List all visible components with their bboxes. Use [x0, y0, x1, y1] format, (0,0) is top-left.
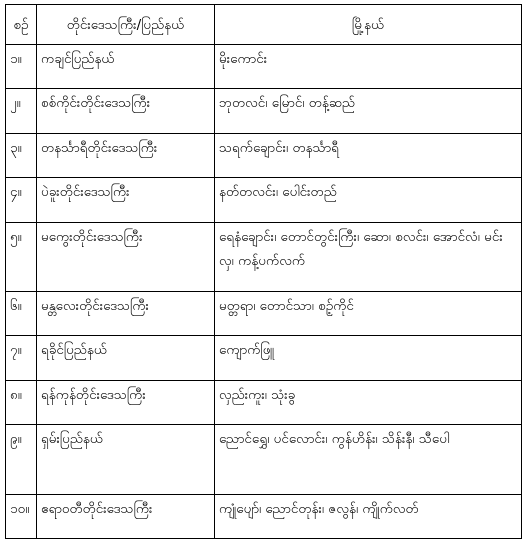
row-number: ၉။ [6, 425, 37, 494]
row-number: ၁၀။ [6, 494, 37, 539]
row-number: ၁။ [6, 45, 37, 89]
township-table [5, 4, 522, 539]
region-name: ဧရာဝတီတိုင်းဒေသကြီး [37, 494, 215, 539]
row-number: ၇။ [6, 336, 37, 380]
township-list: ကျောက်ဖြူ [215, 336, 522, 380]
row-number: ၈။ [6, 380, 37, 424]
region-name: စစ်ကိုင်းတိုင်းဒေသကြီး [37, 89, 215, 133]
table-row [6, 133, 522, 177]
table-row [6, 494, 522, 539]
township-list: လှည်းကူး၊ သုံးခွ [215, 380, 522, 424]
township-list: မတ္တရာ၊ တောင်သာ၊ စဉ့်ကိုင် [215, 291, 522, 335]
table-row [6, 291, 522, 335]
header-serial: စဉ် [6, 5, 37, 45]
region-name: မကွေးတိုင်းဒေသကြီး [37, 222, 215, 291]
table-row [6, 89, 522, 133]
region-name: တနင်္သာရီတိုင်းဒေသကြီး [37, 133, 215, 177]
row-number: ၃။ [6, 133, 37, 177]
township-list: ကျုံပျော်၊ ညောင်တုန်း၊ ဇလွန်၊ ကျိုက်လတ် [215, 494, 522, 539]
region-name: ရှမ်းပြည်နယ် [37, 425, 215, 494]
table-row [6, 336, 522, 380]
township-list: ရေနံချောင်း၊ တောင်တွင်းကြီး၊ ဆော၊ စလင်း၊ အောင်လံ၊ မင်းလှ၊ ကန့်ပက်လက် [215, 222, 522, 291]
region-name: ကချင်ပြည်နယ် [37, 45, 215, 89]
region-name: ပဲခူးတိုင်းဒေသကြီး [37, 178, 215, 222]
row-number: ၅။ [6, 222, 37, 291]
table-row [6, 425, 522, 494]
township-list: မိုးကောင်း [215, 45, 522, 89]
row-number: ၄။ [6, 178, 37, 222]
table-row [6, 380, 522, 424]
table-row [6, 178, 522, 222]
township-list: သရက်ချောင်း၊ တနင်္သာရီ [215, 133, 522, 177]
region-name: ရန်ကုန်တိုင်းဒေသကြီး [37, 380, 215, 424]
region-name: မန္တလေးတိုင်းဒေသကြီး [37, 291, 215, 335]
header-region: တိုင်းဒေသကြီး/ပြည်နယ် [37, 5, 215, 45]
header-row [6, 5, 522, 45]
region-name: ရခိုင်ပြည်နယ် [37, 336, 215, 380]
township-list: နတ်တလင်း၊ ပေါင်းတည် [215, 178, 522, 222]
table-row [6, 222, 522, 291]
township-list: ဘုတလင်၊ မြောင်၊ တန့်ဆည် [215, 89, 522, 133]
header-township: မြို့နယ် [215, 5, 522, 45]
row-number: ၂။ [6, 89, 37, 133]
row-number: ၆။ [6, 291, 37, 335]
township-list: ညောင်ရွှေ၊ ပင်လောင်း၊ ကွန်ဟိန်း၊ သိန်းနီ၊ သီပေါ [215, 425, 522, 494]
table-row [6, 45, 522, 89]
